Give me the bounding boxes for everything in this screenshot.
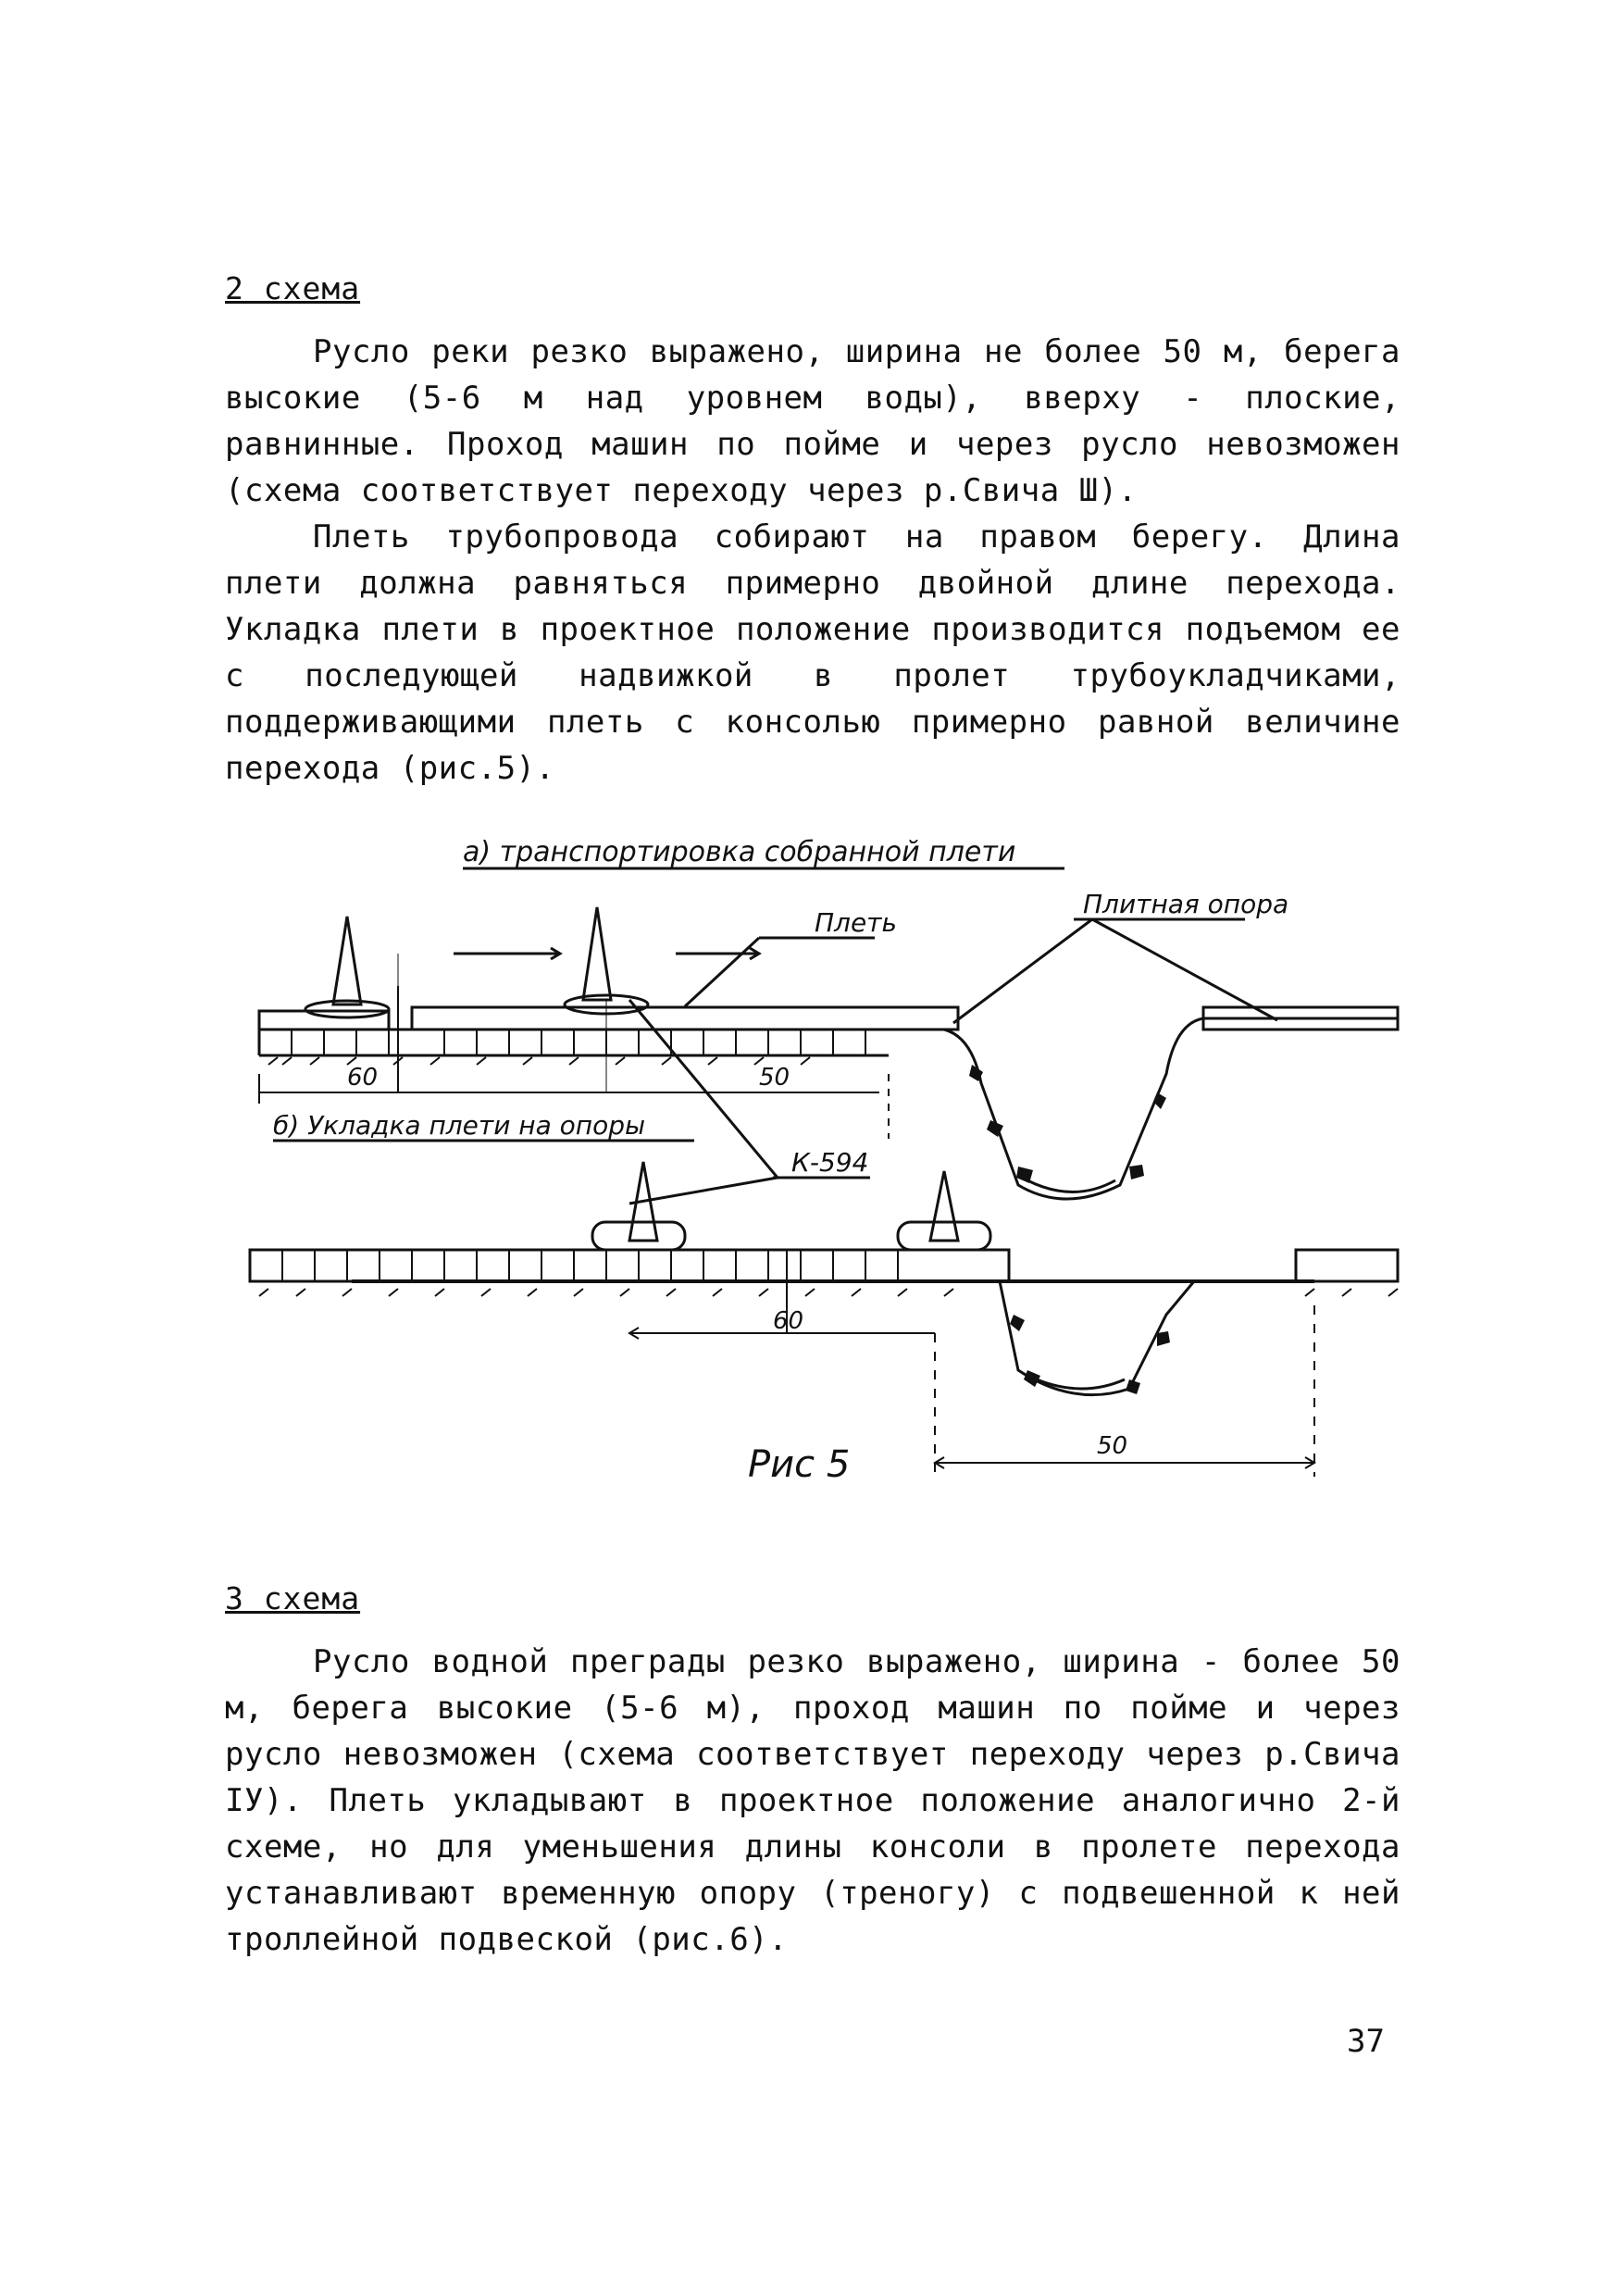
- dim-a-60: 60: [347, 1064, 379, 1092]
- figure-caption: Рис 5: [748, 1443, 851, 1486]
- scheme3-paragraph-1: Русло водной преграды резко выражено, ширина - более 50 м, берега высокие (5-6 м), проход машин по пойме и через русло невозможен (схема соответствует переходу через р.Свича IУ). Плеть укладывают в проектное положение аналогично 2-й схеме, но для уменьшения длины консоли в пролете перехода устанавливают временную опору (треногу) с подвешенной к ней троллейной подвеской (рис.6).: [225, 1643, 1400, 1958]
- scheme2-heading: 2 схема: [225, 270, 361, 306]
- figure-5-diagram: [241, 815, 1407, 1546]
- caption-b: б) Укладка плети на опоры: [273, 1110, 646, 1141]
- dim-b-50: 50: [1097, 1432, 1128, 1460]
- label-plet: Плеть: [815, 907, 897, 938]
- page-number: 37: [1347, 2023, 1385, 2060]
- label-support: Плитная опора: [1083, 889, 1289, 919]
- scheme2-paragraph-1: Русло реки резко выражено, ширина не более 50 м, берега высокие (5-6 м над уровнем воды), вверху - плоские, равнинные. Проход машин по пойме и через русло невозможен (схема соответствует переходу через р.Свича Ш).: [225, 333, 1400, 509]
- caption-a: а) транспортировка собранной плети: [463, 836, 1016, 868]
- dim-a-50: 50: [759, 1064, 790, 1092]
- dim-b-60: 60: [773, 1307, 804, 1335]
- scheme2-paragraph-2: Плеть трубопровода собирают на правом берегу. Длина плети должна равняться примерно двойной длине перехода. Укладка плети в проектное положение производится подъемом ее с последующей надвижкой в пролет трубоукладчиками, поддерживающими плеть с консолью примерно равной величине перехода (рис.5).: [225, 518, 1400, 787]
- label-k594: К-594: [791, 1147, 869, 1178]
- scheme3-heading: 3 схема: [225, 1580, 361, 1616]
